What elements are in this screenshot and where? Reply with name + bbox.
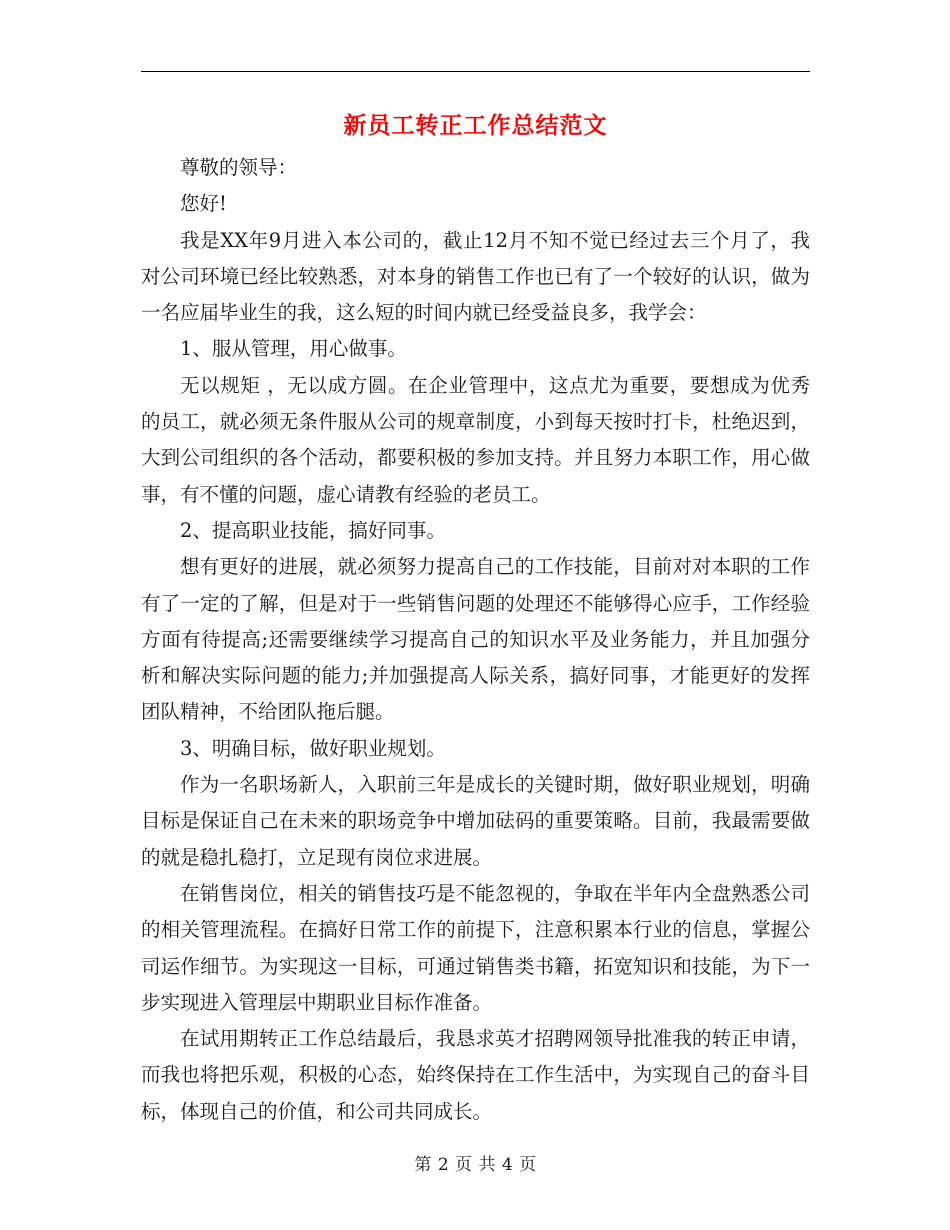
section-paragraph-3a: 作为一名职场新人，入职前三年是成长的关键时期，做好职业规划，明确目标是保证自己在未来的职场竞争中增加砝码的重要策略。目前，我最需要做的就是稳扎稳打，立足现有岗位求进展。 — [141, 773, 810, 869]
greeting: 您好! — [180, 192, 227, 216]
page-number: 第 2 页 共 4 页 — [414, 1155, 537, 1175]
section-heading-3: 3、明确目标，做好职业规划。 — [180, 736, 446, 760]
section-paragraph-2: 想有更好的进展，就必须努力提高自己的工作技能，目前对对本职的工作有了一定的了解，但是对于一些销售问题的处理还不能够得心应手，工作经验方面有待提高;还需要继续学习提高自己的知识水平及业务能力，并且加强分析和解决实际问题的能力;并加强提高人际关系，搞好同事，才能更好的发挥团队精神，不给团队拖后腿。 — [141, 555, 810, 724]
section-heading-2: 2、提高职业技能，搞好同事。 — [180, 518, 446, 542]
salutation: 尊敬的领导： — [180, 156, 298, 179]
intro-paragraph: 我是XX年9月进入本公司的，截止12月不知不觉已经过去三个月了，我对公司环境已经比较熟悉，对本身的销售工作也已有了一个较好的认识，做为一名应届毕业生的我，这么短的时间内就已经受益良多，我学会： — [141, 228, 810, 325]
section-paragraph-3b: 在销售岗位，相关的销售技巧是不能忽视的，争取在半年内全盘熟悉公司的相关管理流程。在搞好日常工作的前提下，注意积累本行业的信息，掌握公司运作细节。为实现这一目标，可通过销售类书籍，拓宽知识和技能，为下一步实现进入管理层中期职业目标作准备。 — [141, 881, 810, 1014]
document-title: 新员工转正工作总结范文 — [343, 113, 608, 139]
header-rule — [141, 71, 810, 72]
document-body — [141, 150, 810, 1130]
section-heading-1: 1、服从管理，用心做事。 — [180, 337, 407, 361]
section-paragraph-1: 无以规矩 ，无以成方圆。在企业管理中，这点尤为重要，要想成为优秀的员工，就必须无条件服从公司的规章制度，小到每天按时打卡，杜绝迟到，大到公司组织的各个活动，都要积极的参加支持。并且努力本职工作，用心做事，有不懂的问题，虚心请教有经验的老员工。 — [141, 373, 810, 506]
closing-paragraph: 在试用期转正工作总结最后，我恳求英才招聘网领导批准我的转正申请，而我也将把乐观，积极的心态，始终保持在工作生活中，为实现自己的奋斗目标，体现自己的价值，和公司共同成长。 — [141, 1027, 810, 1123]
